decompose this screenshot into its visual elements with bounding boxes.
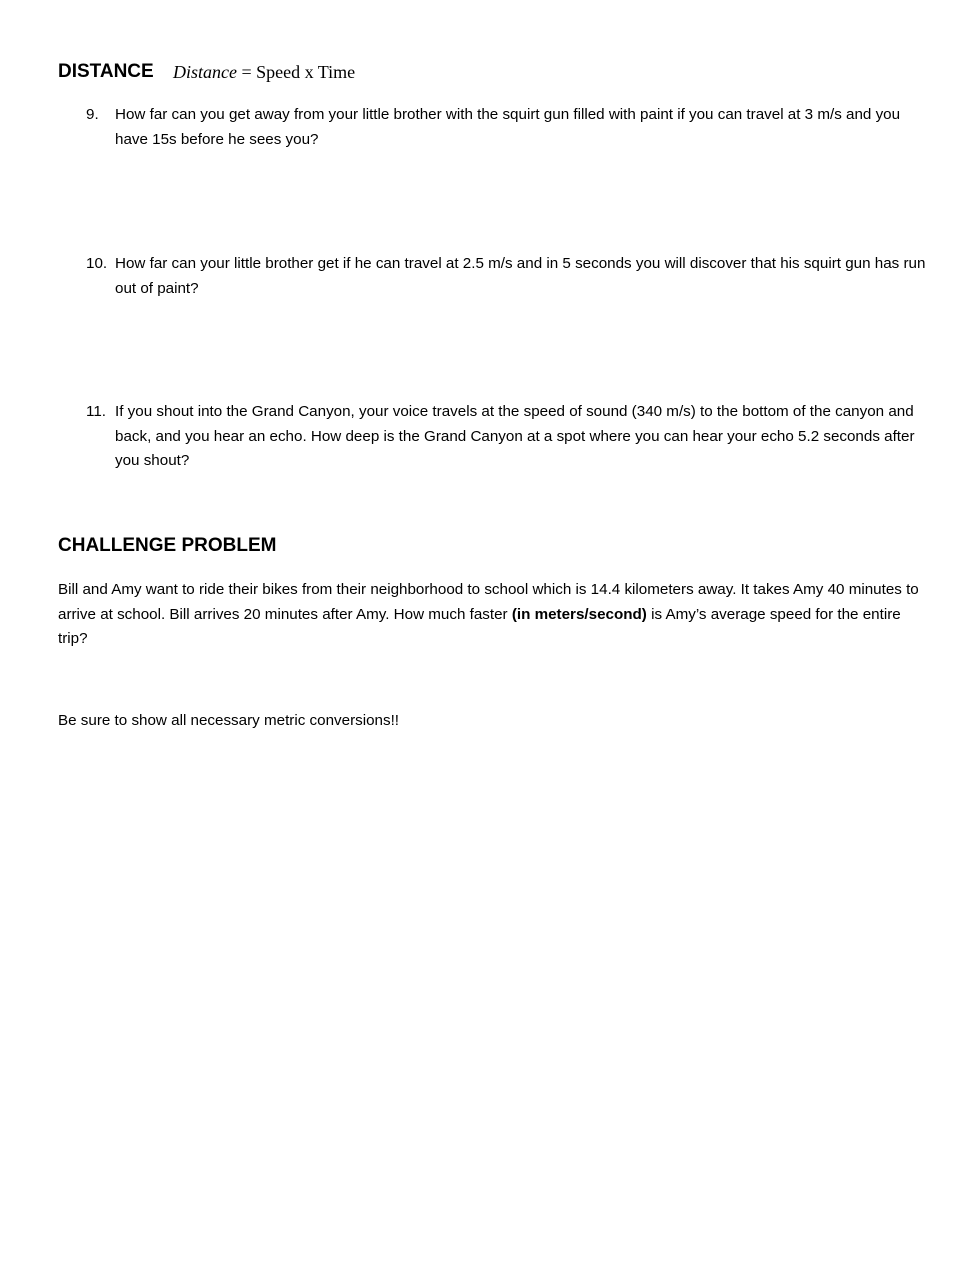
challenge-problem-text bbox=[58, 578, 928, 652]
formula-lhs: Distance bbox=[173, 62, 237, 82]
question-number: 11. bbox=[86, 403, 106, 420]
challenge-text-before: Bill and Amy want to ride their bikes from their neighborhood to school which is 14.4 kilometers away. It takes Amy 40 minutes to arrive at school. Bill arrives 20 minutes after Amy. How much faster bbox=[58, 581, 919, 623]
formula-rhs: = Speed x Time bbox=[236, 62, 356, 82]
question-text: If you shout into the Grand Canyon, your voice travels at the speed of sound (340 m/s) to the bottom of the canyon and back, and you hear an echo. How deep is the Grand Canyon at a spot where you can hear your echo 5.2 seconds after you shout? bbox=[115, 403, 915, 469]
distance-formula bbox=[173, 60, 355, 84]
question-number: 9. bbox=[86, 106, 99, 123]
question-9 bbox=[86, 103, 926, 152]
question-text: How far can your little brother get if he can travel at 2.5 m/s and in 5 seconds you will discover that his squirt gun has run out of paint? bbox=[115, 255, 926, 297]
challenge-text-after: is Amy’s average speed for the entire trip? bbox=[58, 605, 901, 647]
question-number: 10. bbox=[86, 255, 108, 272]
question-text: How far can you get away from your little brother with the squirt gun filled with paint if you can travel at 3 m/s and you have 15s before he sees you? bbox=[115, 106, 901, 148]
conversion-note: Be sure to show all necessary metric conversions!! bbox=[58, 712, 400, 729]
distance-heading: DISTANCE bbox=[58, 61, 154, 82]
question-11 bbox=[86, 400, 926, 474]
challenge-text-bold: (in meters/second) bbox=[511, 605, 647, 623]
challenge-heading: CHALLENGE PROBLEM bbox=[58, 535, 277, 556]
question-10 bbox=[86, 252, 926, 301]
